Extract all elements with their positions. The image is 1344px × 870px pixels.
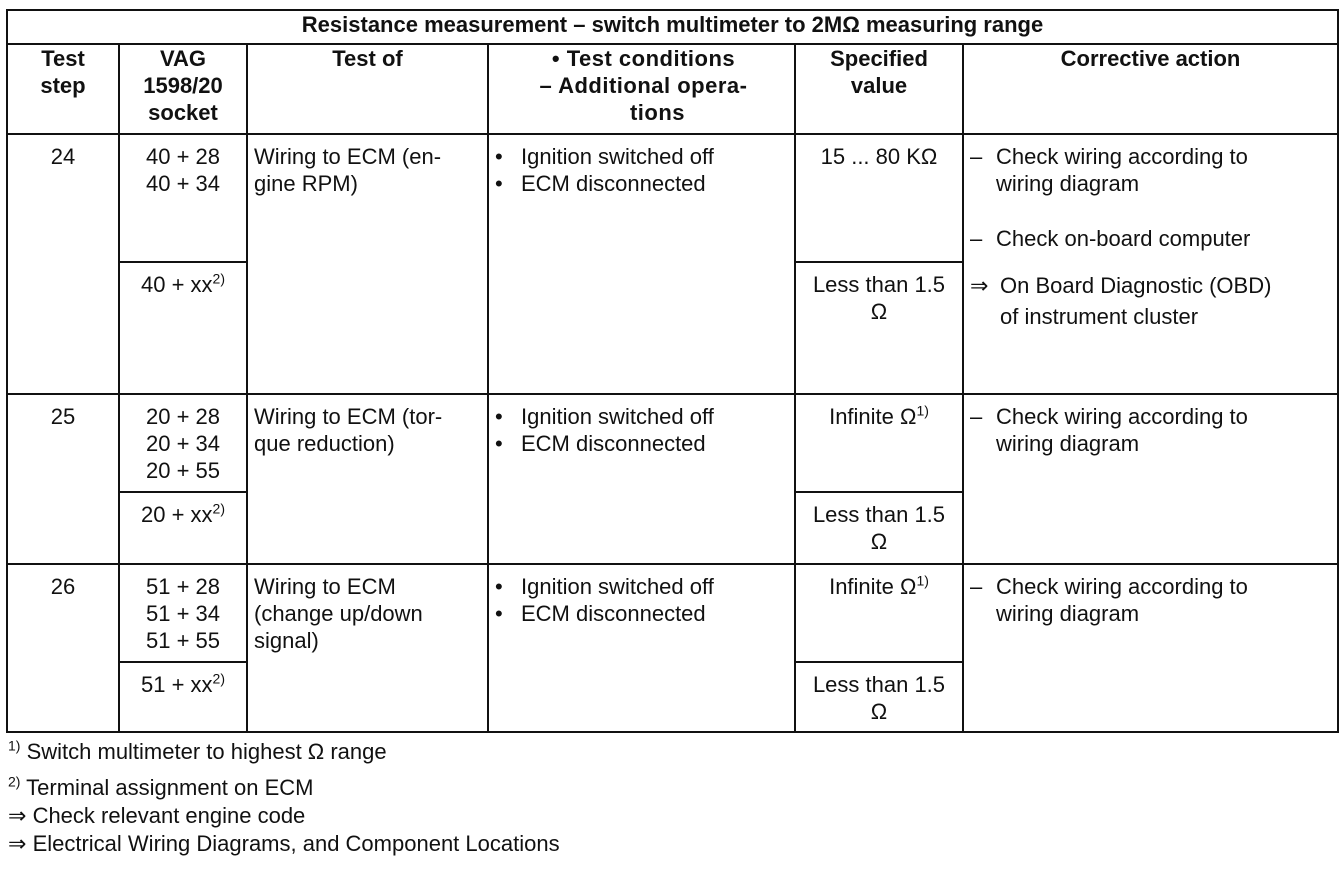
corrective-action-cell: – Check wiring according to wiring diagram – Check on-board computer ⇒ On Board Diagnostic (OBD) of instrument cluster — [963, 134, 1338, 394]
specified-value-cell: Less than 1.5 Ω — [795, 662, 963, 732]
test-step-cell: 25 — [7, 394, 119, 564]
reference-wiring-diagrams: ⇒ Electrical Wiring Diagrams, and Component Locations — [8, 831, 560, 856]
reference-engine-code: ⇒ Check relevant engine code — [8, 803, 306, 828]
arrow-right-icon: ⇒ — [8, 831, 27, 856]
header-test-step: Test step — [7, 44, 119, 134]
corrective-action-cell: – Check wiring according to wiring diagram — [963, 564, 1338, 732]
table-row — [7, 134, 1338, 262]
header-corrective-action: Corrective action — [963, 44, 1338, 134]
test-of-cell: Wiring to ECM (en- gine RPM) — [247, 134, 488, 394]
socket-cell: 20 + 28 20 + 34 20 + 55 — [119, 394, 247, 492]
specified-value-cell: Infinite $\Omega^{1)}$ — [795, 394, 963, 492]
specified-value-cell: Infinite $\Omega^{1)}$ — [795, 564, 963, 662]
specified-value-cell: Less than 1.5 Ω — [795, 262, 963, 394]
test-of-cell: Wiring to ECM (tor- que reduction) — [247, 394, 488, 564]
table-row — [7, 394, 1338, 492]
conditions-cell: • Ignition switched off • ECM disconnected — [488, 394, 795, 564]
header-socket: VAG 1598/20 socket — [119, 44, 247, 134]
arrow-right-icon: ⇒ — [8, 803, 27, 828]
conditions-cell: • Ignition switched off • ECM disconnected — [488, 134, 795, 394]
socket-cell: $51 + xx^{2)}$ — [119, 662, 247, 732]
test-of-cell: Wiring to ECM (change up/down signal) — [247, 564, 488, 732]
header-test-of: Test of — [247, 44, 488, 134]
resistance-table — [6, 9, 1339, 733]
test-step-cell: 26 — [7, 564, 119, 732]
corrective-action-cell: – Check wiring according to wiring diagram — [963, 394, 1338, 564]
socket-cell: 51 + 28 51 + 34 51 + 55 — [119, 564, 247, 662]
test-step-cell: 24 — [7, 134, 119, 394]
conditions-cell: • Ignition switched off • ECM disconnected — [488, 564, 795, 732]
specified-value-cell: Less than 1.5 Ω — [795, 492, 963, 564]
header-specified-value: Specified value — [795, 44, 963, 134]
table-row — [7, 564, 1338, 662]
footnotes — [8, 738, 560, 858]
footnote-1: $^{1)}$ Switch multimeter to highest Ω range — [8, 737, 387, 764]
table-title: Resistance measurement – switch multimeter to 2MΩ measuring range — [7, 10, 1338, 44]
footnote-2: $^{2)}$ Terminal assignment on ECM — [8, 773, 314, 800]
specified-value-cell: 15 ... 80 KΩ — [795, 134, 963, 262]
socket-cell: $40 + xx^{2)}$ — [119, 262, 247, 394]
socket-cell: $20 + xx^{2)}$ — [119, 492, 247, 564]
socket-cell: 40 + 28 40 + 34 — [119, 134, 247, 262]
header-conditions: • Test conditions – Additional opera- tions — [488, 44, 795, 134]
